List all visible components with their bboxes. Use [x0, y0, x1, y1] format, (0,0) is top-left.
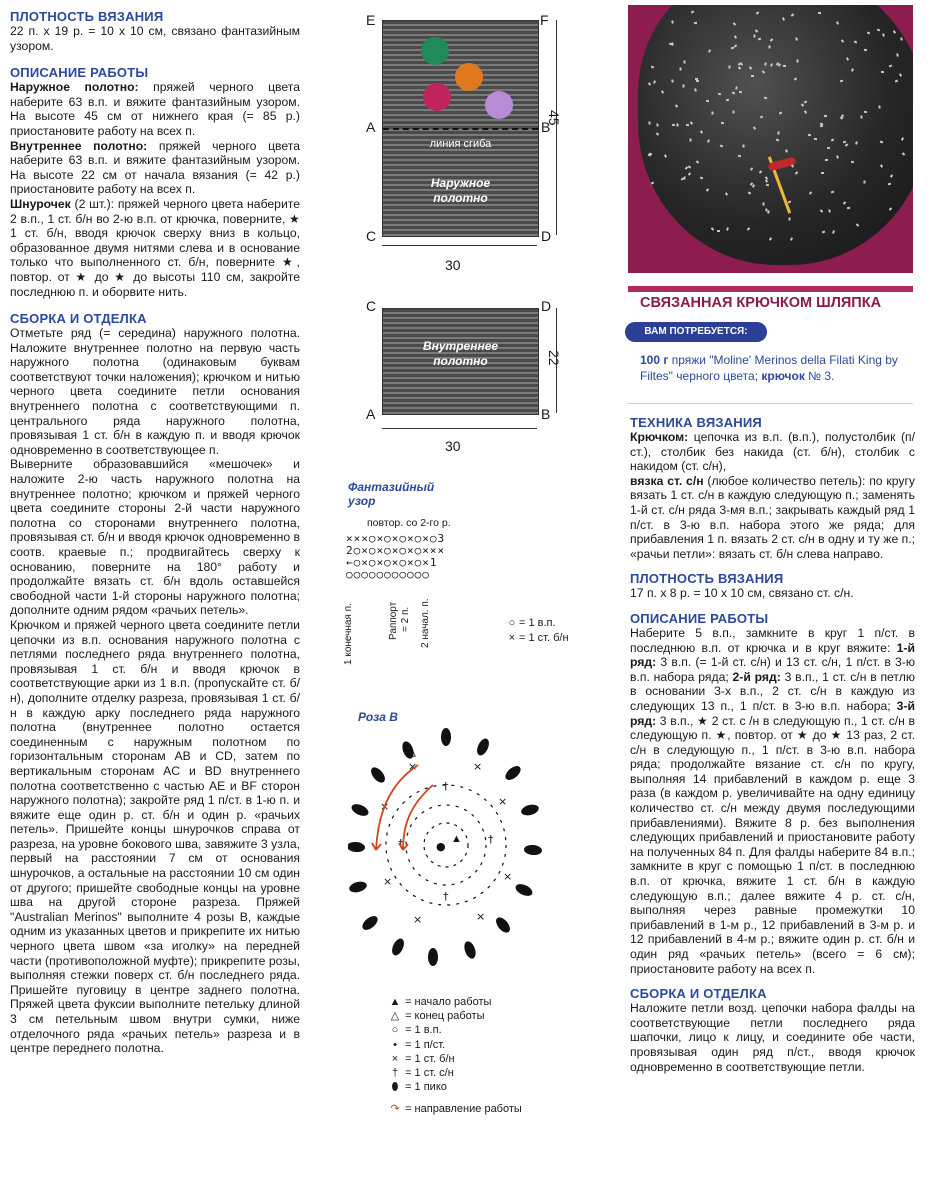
- technique-dc-text: (любое количество петель): по кругу вязать 1 ст. с/н в каждую следующую п.; заменять 1-й ст. с/н ряда 3-мя в.п.; закрывать каждый ряд 1 п/ст. в 3-ю в.п. набора этого же ряда; для прибавления 1 п. вязать 2 ст. с/н в одну и ту же п.; «рачьи петли»: вязать ст. б/н слева направо.: [630, 473, 915, 561]
- legend-direction-text: = направление работы: [405, 1103, 522, 1116]
- inner-panel-paragraph: [10, 139, 300, 197]
- hat-assembly-text: Наложите петли возд. цепочки набора фалды на соответствующие петли последнего ряда шапочки, лицо к лицу, и соедините обе части, провязывая один ряд п/ст., вводя крючок одновременно в соответствующие петли.: [630, 1001, 915, 1074]
- assembly-paragraph-3: Крючком и пряжей черного цвета соедините петли цепочки из в.п. основания наружного полотна с петлями последнего ряда внутреннего полотна, провязывая 1 ст. б/н и вводя крючок в соответствующие арки из 1 в.п. (пропускайте ст. б/н), дополните отделку разреза, провязывая 1 ст. б/н в каждую арку последнего ряда наружного полотна (внутреннее полотно остается соединенным с наружным полотном по горизонтальным сторонам AB и CD, затем по вертикальным сторонам AC и BD внутреннего полотна соответственно с частью AE и BF сторон наружного полотна); закройте ряд 1 п/ст. в 1-ю п. и вяжите еще один р. ст. б/н и один р. «рачьих петель». Пришейте концы шнурочков справа от разреза, на уровне бокового шва, завяжите 3 узла, первый на расстоянии 7 см от основания шнурочков, а остальные на расстоянии 10 см один от другого; пришейте свободные концы на уровне шва на другой стороне разреза. Пряжей "Australian Merinos" выполните 4 розы B, каждые одним из указанных цветов и прикрепите их нитью черного цвета швом «за иголку» на передней части (противоположной муфте); прикрепите розы, выполняя стежки поверх ст. б/н последнего ряда. Пришейте пуговицу в центре заднего полотна. Пряжей цвета фуксии выполните петельку длиной 3 см петельным швом внутри сумки, ниже отделочного ряда «рачьих петель» разреза и в центре переднего полотна.: [10, 617, 300, 1056]
- legend-list: [388, 995, 522, 1117]
- technique-hook-paragraph: [630, 430, 915, 474]
- hook-number: № 3.: [804, 369, 835, 383]
- height-dimension-line: [556, 20, 557, 235]
- rose-green: [421, 37, 449, 65]
- row-2-label: 2-й ряд:: [732, 669, 781, 684]
- cord-paragraph: [10, 197, 300, 299]
- assembly-heading: СБОРКА И ОТДЕЛКА: [10, 311, 147, 327]
- yarn-speck: [836, 21, 839, 25]
- svg-text:×: ×: [380, 800, 390, 813]
- technique-dc-label: вязка ст. с/н: [630, 473, 704, 488]
- row-3-text: 3 в.п., ★ 2 ст. с /н в следующую п., 1 ст. с/н в следующую п. ★, повтор. от ★ до ★ 13 раз, 2 ст. с/н в следующую п., 1 п/ст. в 3-ю в.п. набора ряда; продолжайте вязание ст. с/н по кругу, выполняя 14 прибавлений в каждом р. еще 3 раза (в каждом р. увеличивайте на одну единицу количество ст. с/н между двумя последующими прибавлениями). Вяжите 8 р. без выполнения следующих прибавлений и приостановите работу на полученных 84 п. Для фалды наберите 84 в.п.; замкните в круг с помощью 1 п/ст. в последнюю в.п. от крючка, вяжите 1 ст. б/н в каждую следующую в.п.; далее вяжите 4 р. ст. с/н, выполняя через равные промежутки 10 прибавлений в 1-м р., 12 прибавлений в 3-м р. и 12 прибавлений в 4-м р.; вяжите один р. ст. б/н и один ряд «рачьих петель» (всего = 6 см); приостановите работу на всех п.: [630, 713, 915, 976]
- yarn-speck: [689, 138, 691, 141]
- rose-title: Роза B: [358, 710, 398, 724]
- yarn-speck: [828, 209, 831, 212]
- yarn-speck: [753, 35, 755, 38]
- inner-corner-c: C: [366, 298, 377, 314]
- yarn-speck: [866, 31, 870, 34]
- yarn-speck: [826, 147, 829, 149]
- materials-text: [640, 352, 910, 384]
- svg-text:×: ×: [503, 870, 513, 883]
- pattern-title-line-1: Фантазийный: [348, 480, 435, 494]
- legend-sc-text: = 1 ст. б/н: [405, 1052, 455, 1065]
- row-3-number: 3: [437, 532, 446, 545]
- technique-hook-text: цепочка из в.п. (в.п.), полустолбик (п/ст.), столбик без накида (ст. б/н), столбик с накидом (ст. с/н),: [630, 430, 915, 474]
- outer-panel-text: пряжей черного цвета наберите 63 в.п. и вяжите фантазийным узором. На высоте 45 см от нижнего края (= 85 р.) приостановите работу на всех п.: [10, 80, 300, 138]
- yarn-speck: [762, 202, 764, 205]
- width-dimension-line: [382, 245, 537, 246]
- corner-c: C: [366, 228, 377, 244]
- yarn-speck: [717, 230, 720, 232]
- pattern-rapport-label: [388, 602, 399, 640]
- yarn-speck: [717, 92, 720, 95]
- legend-end-text: = конец работы: [405, 1010, 485, 1023]
- yarn-speck: [783, 65, 786, 67]
- pattern-row-3: ×××○×○×○×○×○3: [346, 532, 446, 545]
- inner-corner-b: B: [541, 406, 551, 422]
- chain-icon: ○: [391, 1024, 399, 1037]
- yarn-speck: [686, 123, 689, 125]
- svg-text:▲: ▲: [451, 833, 462, 845]
- svg-text:×: ×: [498, 795, 508, 808]
- legend-sc: [388, 1052, 522, 1066]
- svg-text:×: ×: [476, 910, 486, 923]
- outer-panel-label-1: Наружное: [430, 176, 491, 190]
- row-1-number: 1: [429, 556, 438, 569]
- pattern-title: [348, 480, 434, 508]
- sc-legend-text: = 1 ст. б/н: [519, 632, 569, 644]
- svg-text:†: †: [398, 837, 404, 850]
- hat-section-title: СВЯЗАННАЯ КРЮЧКОМ ШЛЯПКА: [640, 295, 882, 311]
- legend-chain-text: = 1 в.п.: [405, 1024, 442, 1037]
- sc-icon: ×: [391, 1052, 399, 1065]
- yarn-speck: [706, 100, 709, 102]
- direction-arrow-2: [403, 785, 433, 850]
- width-value: 30: [445, 257, 461, 273]
- fold-label: линия сгиба: [429, 138, 492, 150]
- picot-icon: ⬮: [391, 1081, 399, 1094]
- yarn-speck: [818, 12, 821, 14]
- hat-density-text: 17 п. х 8 р. = 10 х 10 см, связано ст. с/н.: [630, 586, 854, 601]
- row-1-text: 3 в.п. (= 1-й ст. с/н) и 13 ст. с/н, 1 п/ст. в 3-ю в.п. набора ряда;: [630, 655, 915, 684]
- legend-slip-text: = 1 п/ст.: [405, 1038, 446, 1051]
- legend-start-text: = начало работы: [405, 996, 492, 1008]
- legend-dc: [388, 1066, 522, 1080]
- row-2-text: 3 в.п., 1 ст. с/н в петлю в основании 3-х в.п., 2 ст. с/н в каждую из следующих 13 п., 1 п/ст. в 3-ю в.п. набора;: [630, 669, 915, 713]
- pattern-legend-chain: [505, 617, 556, 629]
- svg-text:×: ×: [413, 913, 423, 926]
- materials-pill: ВАМ ПОТРЕБУЕТСЯ:: [625, 322, 767, 342]
- inner-panel-label-2: полотно: [433, 354, 488, 368]
- legend-slip: [388, 1038, 522, 1052]
- svg-text:△: △: [406, 743, 416, 758]
- chain-stitch-icon: ○: [508, 617, 516, 629]
- legend-picot-text: = 1 пико: [405, 1081, 447, 1094]
- outer-panel-shape: [382, 20, 539, 237]
- dc-icon: †: [391, 1067, 399, 1080]
- yarn-text: пряжи "Moline' Merinos della Filati King by Filtes" черного цвета;: [640, 353, 898, 383]
- inner-panel-label: Внутреннее полотно:: [10, 138, 148, 153]
- yarn-speck: [720, 144, 724, 147]
- corner-a: A: [366, 119, 376, 135]
- yarn-speck: [649, 152, 652, 155]
- yarn-speck: [751, 75, 754, 77]
- pattern-grid: [346, 533, 445, 581]
- pattern-legend-sc: [505, 632, 569, 644]
- yarn-speck: [679, 68, 681, 71]
- density-text: 22 п. х 19 р. = 10 х 10 см, связано фантазийным узором.: [10, 24, 300, 53]
- yarn-speck: [742, 144, 745, 147]
- outer-panel-label-2: полотно: [433, 191, 488, 205]
- hook-label: крючок: [761, 369, 805, 383]
- pattern-row-1: ←○×○×○×○×○×1: [346, 556, 438, 569]
- svg-text:†: †: [443, 890, 449, 903]
- hat-description-text: [630, 626, 915, 976]
- rose-magenta: [423, 83, 451, 111]
- hat-description-heading: ОПИСАНИЕ РАБОТЫ: [630, 610, 769, 626]
- direction-arrow-icon: ↷: [390, 1103, 400, 1116]
- hat-photo: [628, 5, 913, 273]
- legend-dc-text: = 1 ст. с/н: [405, 1067, 454, 1080]
- yarn-speck: [782, 17, 785, 21]
- legend-chain: [388, 1023, 522, 1037]
- row-1-label: 1-й ряд:: [630, 640, 915, 670]
- legend-picot: [388, 1080, 522, 1094]
- title-bar: [628, 286, 913, 292]
- rose-orange: [455, 63, 483, 91]
- diagrams-column: [340, 0, 605, 1178]
- yarn-speck: [877, 29, 880, 32]
- inner-width-value: 30: [445, 438, 461, 454]
- yarn-speck: [880, 164, 883, 168]
- inner-panel-label-1: Внутреннее: [422, 339, 499, 353]
- yarn-speck: [694, 21, 697, 24]
- hat-assembly-heading: СБОРКА И ОТДЕЛКА: [630, 986, 767, 1002]
- svg-text:×: ×: [473, 760, 483, 773]
- svg-text:×: ×: [383, 875, 393, 888]
- technique-hook-label: Крючком:: [630, 430, 689, 444]
- yarn-speck: [863, 180, 865, 183]
- description-heading: ОПИСАНИЕ РАБОТЫ: [10, 65, 149, 81]
- corner-d: D: [541, 228, 552, 244]
- fold-line: [383, 128, 538, 130]
- rose-chart: [348, 725, 553, 980]
- yarn-speck: [881, 71, 884, 73]
- yarn-amount: 100 г: [640, 353, 669, 367]
- pattern-repeat-note: повтор. со 2-го р.: [367, 517, 451, 529]
- start-triangle-icon: ▲: [389, 996, 401, 1008]
- corner-f: F: [540, 12, 549, 28]
- right-column: [630, 415, 915, 1074]
- inner-corner-a: A: [366, 406, 376, 422]
- legend-direction: [388, 1102, 522, 1116]
- pattern-final-label: 1 конечная п.: [343, 603, 354, 665]
- technique-dc-paragraph: [630, 474, 915, 562]
- yarn-speck: [757, 37, 760, 40]
- row-3-label: 3-й ряд:: [630, 698, 915, 728]
- technique-heading: ТЕХНИКА ВЯЗАНИЯ: [630, 415, 762, 430]
- cord-label: Шнурочек: [10, 196, 71, 211]
- materials-divider: [628, 403, 913, 404]
- pattern-start-label: 2 начал. п.: [420, 598, 431, 648]
- corner-b: B: [541, 119, 551, 135]
- svg-text:†: †: [488, 833, 494, 846]
- pattern-row-0: ○○○○○○○○○○○: [346, 568, 430, 581]
- hat-shape: [638, 5, 913, 265]
- assembly-paragraph-2: Выверните образовавшийся «мешочек» и наложите 2-ю часть наружного полотна на внутреннее полотно; крючком и пряжей черного цвета соедините стороны 2-й части наружного полотна со сторонами внутреннего полотна, провязывая ст. б/н и вводя крючок одновременно в соотв. краевые п.; продвигайтесь сверху к основанию, поверните на 180° работу и продолжайте вязать ст. б/н вдоль оставшейся свободной части 1-й стороны наружного полотна; дополните одним рядом «рачьих петель».: [10, 457, 300, 618]
- yarn-speck: [836, 155, 839, 158]
- yarn-speck: [846, 57, 849, 61]
- assembly-paragraph-1: Отметьте ряд (= середина) наружного полотна. Наложите внутреннее полотно на первую часть наружного полотна (одинаковым буквам соответствуют точки наложения); крючком и нитью черного цвета соедините петли основания внутреннего полотна с соответствующими п. центрального ряда наружного полотна, провязывая 1 ст. б/н в каждую п. и вводя крючок одновременно в соответствующее п.: [10, 326, 300, 457]
- svg-text:×: ×: [408, 760, 418, 773]
- left-column: [10, 0, 300, 1056]
- rapport-text-1: Раппорт: [388, 601, 399, 640]
- pattern-row-2: 2○×○×○×○×○×××: [346, 544, 446, 557]
- desc-intro: Наберите 5 в.п., замкните в круг 1 п/ст. в последнюю в.п. от крючка и в круг вяжите:: [630, 625, 915, 655]
- cord-text: (2 шт.): пряжей черного цвета наберите 2 в.п., 1 ст. б/н во 2-ю в.п. от крючка, поверните, ★ 1 ст. б/н, вводя крючок сверху вниз в кольцо, образованное двумя нитями слева и в основание только что выполненного ст. б/н, поверните ★, повтор. от ★ до ★ до высоты 110 см, закройте последнюю п. и оборвите нить.: [10, 196, 300, 299]
- inner-height-value: 22: [546, 350, 562, 366]
- row-2-number: 2: [346, 544, 354, 557]
- yarn-speck: [735, 87, 737, 90]
- inner-panel-text: пряжей черного цвета наберите 63 в.п. и вяжите фантазийным узором. На высоте 22 см от начала вязания (= 42 р.) приостановите работу на всех п.: [10, 138, 300, 197]
- legend-end: [388, 1009, 522, 1023]
- single-crochet-icon: ×: [508, 632, 516, 644]
- chain-legend-text: = 1 в.п.: [519, 617, 556, 629]
- outer-panel-paragraph: [10, 80, 300, 138]
- yarn-speck: [765, 208, 768, 211]
- yarn-speck: [821, 172, 824, 174]
- svg-text:†: †: [443, 780, 449, 793]
- yarn-speck: [825, 159, 828, 161]
- pattern-rapport-value: = 2 п.: [400, 606, 411, 632]
- hat-density-heading: ПЛОТНОСТЬ ВЯЗАНИЯ: [630, 571, 784, 587]
- inner-panel-shape: [382, 308, 539, 415]
- yarn-speck: [648, 121, 650, 124]
- end-triangle-icon: △: [390, 1010, 400, 1023]
- slip-stitch-icon: •: [393, 1038, 397, 1051]
- pattern-title-line-2: узор: [348, 494, 376, 508]
- yarn-speck: [672, 124, 675, 126]
- yarn-speck: [682, 84, 684, 87]
- rose-lilac: [485, 91, 513, 119]
- legend-start: [388, 995, 522, 1009]
- yarn-speck: [683, 176, 686, 179]
- svg-text:●: ●: [436, 840, 446, 853]
- inner-corner-d: D: [541, 298, 552, 314]
- yarn-speck: [864, 49, 867, 51]
- density-heading: ПЛОТНОСТЬ ВЯЗАНИЯ: [10, 9, 164, 24]
- outer-panel-label: Наружное полотно:: [10, 80, 139, 95]
- inner-width-line: [382, 428, 537, 429]
- corner-e: E: [366, 12, 376, 28]
- height-value: 45: [546, 110, 562, 126]
